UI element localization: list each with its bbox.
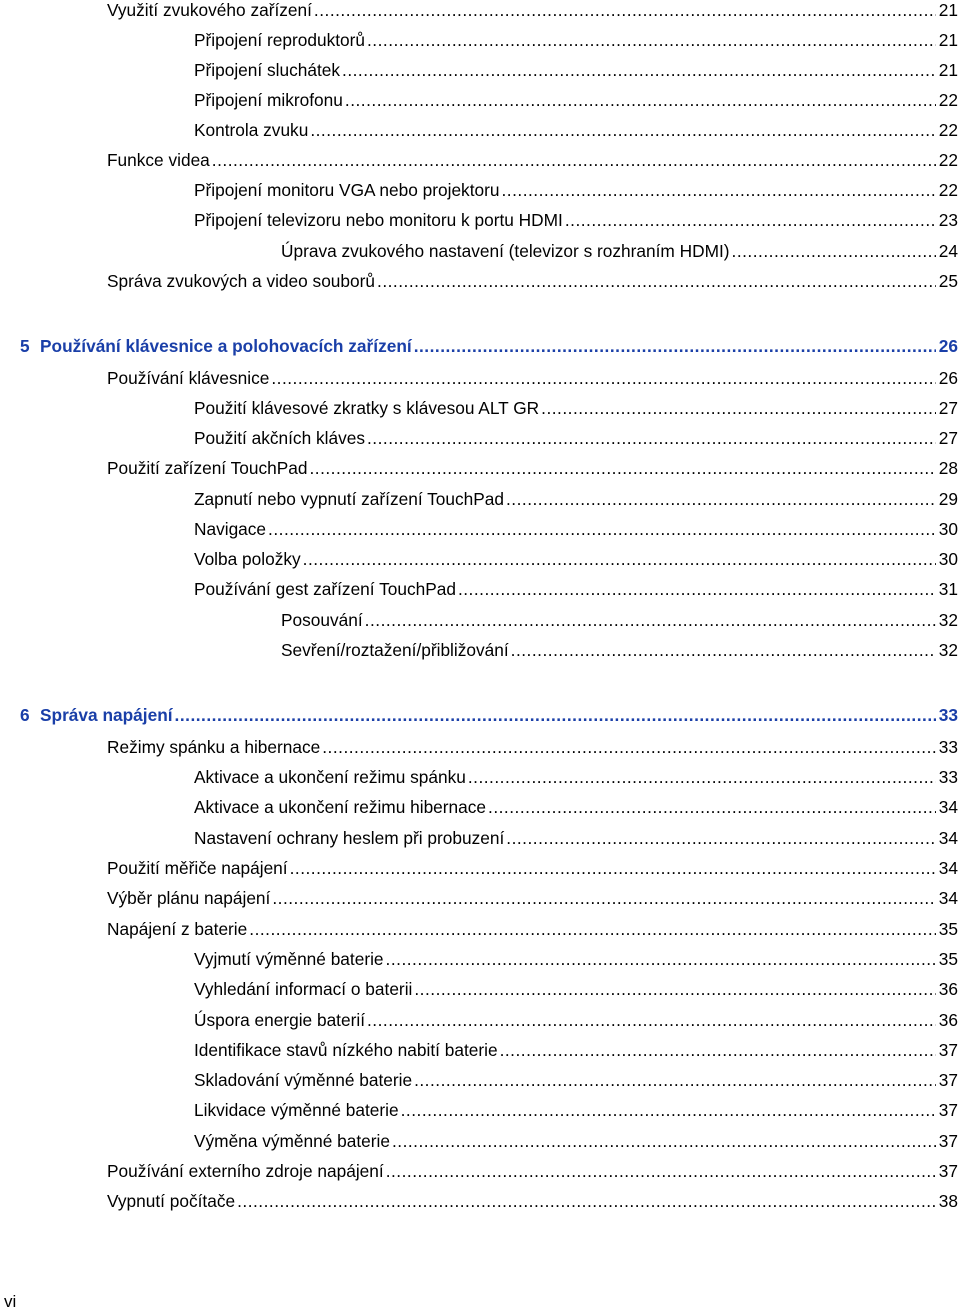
page-number: 37: [938, 1161, 958, 1181]
dot-leader: [386, 1160, 936, 1182]
toc-entry[interactable]: [107, 367, 958, 389]
dot-leader: [309, 457, 935, 479]
toc-entry[interactable]: [194, 1039, 958, 1061]
page-number: 33: [938, 767, 958, 787]
dot-leader: [367, 427, 936, 449]
page-number: 35: [938, 949, 958, 969]
page-folio: vi: [4, 1292, 17, 1311]
toc-entry[interactable]: [194, 1099, 958, 1121]
chapter-number: 5: [20, 336, 30, 356]
entry-title: Připojení monitoru VGA nebo projektoru: [194, 180, 500, 200]
page-number: 24: [938, 241, 958, 261]
toc-entry[interactable]: [194, 89, 958, 111]
page-number: 32: [938, 640, 958, 660]
page-number: 26: [938, 368, 958, 388]
page-number: 36: [938, 979, 958, 999]
page-number: 21: [938, 60, 958, 80]
toc-entry[interactable]: [107, 857, 958, 879]
toc-entry[interactable]: [194, 1069, 958, 1091]
entry-title: Skladování výměnné baterie: [194, 1070, 413, 1090]
page-number: 33: [938, 737, 958, 757]
toc-entry[interactable]: [194, 427, 958, 449]
dot-leader: [458, 578, 936, 600]
entry-title: Používání externího zdroje napájení: [107, 1161, 384, 1181]
dot-leader: [342, 59, 936, 81]
dot-leader: [272, 887, 935, 909]
toc-entry[interactable]: [107, 736, 958, 758]
toc-entry[interactable]: [194, 796, 958, 818]
page-number: 22: [938, 150, 958, 170]
dot-leader: [367, 29, 936, 51]
toc-entry[interactable]: [194, 978, 958, 1000]
toc-entry[interactable]: [194, 119, 958, 141]
page-number: 37: [938, 1040, 958, 1060]
toc-entry[interactable]: [194, 518, 958, 540]
page-number: 37: [938, 1100, 958, 1120]
page-number: 36: [938, 1010, 958, 1030]
toc-entry[interactable]: [281, 240, 958, 262]
page-number: 38: [938, 1191, 958, 1211]
toc-entry[interactable]: [107, 887, 958, 909]
entry-title: Napájení z baterie: [107, 919, 248, 939]
toc-entry[interactable]: [107, 918, 958, 940]
page-number: 23: [938, 210, 958, 230]
entry-title: Navigace: [194, 519, 267, 539]
dot-leader: [367, 1009, 936, 1031]
toc-entry[interactable]: [281, 609, 958, 631]
toc-entry[interactable]: [107, 270, 958, 292]
entry-title: Aktivace a ukončení režimu spánku: [194, 767, 466, 787]
entry-title: Správa zvukových a video souborů: [107, 271, 376, 291]
page-number: 30: [938, 549, 958, 569]
entry-title: Identifikace stavů nízkého nabití baterie: [194, 1040, 498, 1060]
page-number: 25: [938, 271, 958, 291]
page-number: 32: [938, 610, 958, 630]
dot-leader: [249, 918, 936, 940]
page-number: 37: [938, 1131, 958, 1151]
entry-title: Nastavení ochrany heslem při probuzení: [194, 828, 505, 848]
entry-title: Použití měřiče napájení: [107, 858, 288, 878]
toc-entry[interactable]: [194, 488, 958, 510]
page-number: 31: [938, 579, 958, 599]
entry-title: Posouvání: [281, 610, 363, 630]
entry-title: Úprava zvukového nastavení (televizor s rozhraním HDMI): [281, 241, 730, 261]
page-number: 34: [938, 797, 958, 817]
toc-entry[interactable]: [194, 59, 958, 81]
dot-leader: [414, 978, 935, 1000]
dot-leader: [271, 367, 935, 389]
page-number: 27: [938, 398, 958, 418]
dot-leader: [392, 1130, 936, 1152]
toc-entry[interactable]: [194, 948, 958, 970]
dot-leader: [488, 796, 936, 818]
entry-title: Připojení reproduktorů: [194, 30, 365, 50]
entry-title: Používání gest zařízení TouchPad: [194, 579, 456, 599]
entry-title: Kontrola zvuku: [194, 120, 309, 140]
entry-title: Vyjmutí výměnné baterie: [194, 949, 384, 969]
dot-leader: [310, 119, 935, 141]
entry-title: Použití zařízení TouchPad: [107, 458, 308, 478]
entry-title: Vyhledání informací o baterii: [194, 979, 413, 999]
entry-title: Režimy spánku a hibernace: [107, 737, 321, 757]
page-number: 27: [938, 428, 958, 448]
chapter-title: Používání klávesnice a polohovacích zařízení: [40, 336, 412, 356]
toc-chapter-5[interactable]: [20, 335, 958, 357]
page-number: 29: [938, 489, 958, 509]
page-number: 35: [938, 919, 958, 939]
dot-leader: [732, 240, 936, 262]
entry-title: Výběr plánu napájení: [107, 888, 271, 908]
dot-leader: [500, 1039, 936, 1061]
page-number: 22: [938, 120, 958, 140]
dot-leader: [401, 1099, 936, 1121]
page-number: 34: [938, 858, 958, 878]
toc-entry[interactable]: [107, 1190, 958, 1212]
toc-entry[interactable]: [107, 149, 958, 171]
entry-title: Likvidace výměnné baterie: [194, 1100, 399, 1120]
dot-leader: [501, 179, 935, 201]
dot-leader: [506, 488, 936, 510]
entry-title: Úspora energie baterií: [194, 1010, 365, 1030]
page-number: 33: [938, 705, 958, 725]
dot-leader: [345, 89, 936, 111]
toc-entry[interactable]: [281, 639, 958, 661]
dot-leader: [290, 857, 936, 879]
toc-entry[interactable]: [194, 766, 958, 788]
toc-entry[interactable]: [194, 179, 958, 201]
dot-leader: [175, 704, 936, 726]
dot-leader: [314, 0, 936, 21]
page-number: 34: [938, 888, 958, 908]
toc-chapter-6[interactable]: [20, 704, 958, 726]
page-number: 37: [938, 1070, 958, 1090]
entry-title: Vypnutí počítače: [107, 1191, 236, 1211]
dot-leader: [237, 1190, 936, 1212]
entry-title: Výměna výměnné baterie: [194, 1131, 390, 1151]
entry-title: Volba položky: [194, 549, 301, 569]
page-number: 26: [938, 336, 958, 356]
dot-leader: [386, 948, 936, 970]
chapter-title: Správa napájení: [40, 705, 173, 725]
page-number: 34: [938, 828, 958, 848]
entry-title: Sevření/roztažení/přibližování: [281, 640, 509, 660]
entry-title: Používání klávesnice: [107, 368, 270, 388]
toc-entry[interactable]: [107, 0, 958, 21]
toc-entry[interactable]: [194, 209, 958, 231]
page-number: 30: [938, 519, 958, 539]
dot-leader: [303, 548, 936, 570]
dot-leader: [541, 397, 936, 419]
dot-leader: [377, 270, 936, 292]
toc-entry[interactable]: [194, 397, 958, 419]
chapter-number: 6: [20, 705, 30, 725]
entry-title: Použití klávesové zkratky s klávesou ALT GR: [194, 398, 540, 418]
dot-leader: [468, 766, 936, 788]
toc-entry[interactable]: [107, 457, 958, 479]
entry-title: Připojení sluchátek: [194, 60, 341, 80]
dot-leader: [506, 827, 935, 849]
page-number: 22: [938, 90, 958, 110]
entry-title: Použití akčních kláves: [194, 428, 365, 448]
page-number: 21: [938, 0, 958, 20]
entry-title: Zapnutí nebo vypnutí zařízení TouchPad: [194, 489, 504, 509]
dot-leader: [268, 518, 936, 540]
toc-entry[interactable]: [194, 548, 958, 570]
toc-entry[interactable]: [194, 827, 958, 849]
dot-leader: [414, 335, 936, 357]
dot-leader: [414, 1069, 936, 1091]
toc-entry[interactable]: [107, 1160, 958, 1182]
toc-entry[interactable]: [194, 1130, 958, 1152]
entry-title: Připojení televizoru nebo monitoru k portu HDMI: [194, 210, 563, 230]
entry-title: Funkce videa: [107, 150, 210, 170]
entry-title: Využití zvukového zařízení: [107, 0, 312, 20]
dot-leader: [365, 609, 936, 631]
toc-entry[interactable]: [194, 29, 958, 51]
dot-leader: [511, 639, 936, 661]
page-number: 21: [938, 30, 958, 50]
entry-title: Připojení mikrofonu: [194, 90, 343, 110]
dot-leader: [565, 209, 936, 231]
dot-leader: [212, 149, 936, 171]
page-number: 28: [938, 458, 958, 478]
toc-entry[interactable]: [194, 1009, 958, 1031]
dot-leader: [322, 736, 936, 758]
entry-title: Aktivace a ukončení režimu hibernace: [194, 797, 487, 817]
toc-entry[interactable]: [194, 578, 958, 600]
page-number: 22: [938, 180, 958, 200]
